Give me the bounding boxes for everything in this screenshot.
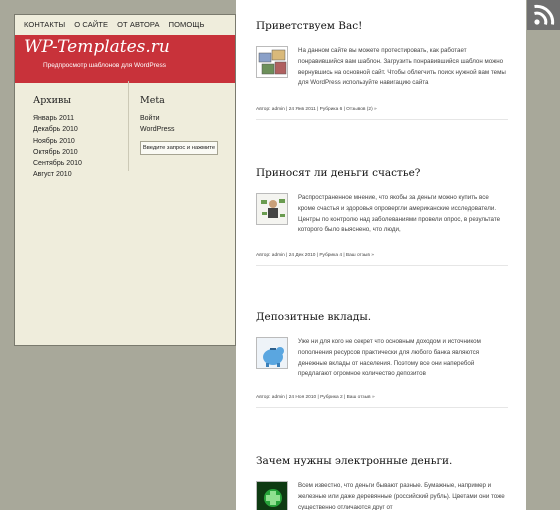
- post-thumbnail[interactable]: [256, 46, 288, 78]
- wordpress-link[interactable]: WordPress: [140, 126, 175, 134]
- post-thumbnail[interactable]: [256, 193, 288, 225]
- post-separator: [256, 119, 508, 120]
- post: [256, 20, 508, 112]
- post-excerpt: На данном сайте вы можете протестировать, как работает понравившийся вам шаблон. Загрузить понравившийся шаблон можно вернувшись на основной сайт. Чтобы облегчить поиск нужной вам темы для WordPress используйте навигацию сайта: [298, 47, 506, 87]
- post-meta: Автор: admin | 24 Ноя 2010 | Рубрика 2 | Ваш отзыв »: [256, 395, 375, 400]
- post-title[interactable]: Приветствуем Вас!: [256, 20, 363, 32]
- top-nav: [15, 15, 235, 34]
- archive-link[interactable]: Ноябрь 2010: [33, 137, 75, 145]
- post: [256, 455, 508, 510]
- post-thumbnail[interactable]: [256, 481, 288, 510]
- site-banner: [15, 35, 235, 83]
- post-separator: [256, 265, 508, 266]
- archive-link[interactable]: Сентябрь 2010: [33, 160, 82, 168]
- rss-button[interactable]: [527, 0, 560, 30]
- nav-item-from-author[interactable]: ОТ АВТОРА: [117, 20, 160, 29]
- post-thumbnail[interactable]: [256, 337, 288, 369]
- site-title[interactable]: WP-Templates.ru: [24, 37, 170, 57]
- post-title[interactable]: Приносят ли деньги счастье?: [256, 167, 421, 179]
- rss-icon: [527, 15, 560, 34]
- post-separator: [256, 407, 508, 408]
- post-excerpt: Распространенное мнение, что якобы за деньги можно купить все кроме счастья и здоровья опровергли американские исследователи. Центры по контролю над заболеваниями провели опрос, в результате которого было выяснено, что люди,: [298, 194, 501, 234]
- archive-link[interactable]: Октябрь 2010: [33, 148, 78, 156]
- meta-title: Meta: [140, 95, 165, 106]
- post: [256, 311, 508, 400]
- sidebar-divider: [128, 81, 129, 171]
- archives-title: Архивы: [33, 95, 71, 106]
- archive-link[interactable]: Август 2010: [33, 171, 72, 179]
- nav-item-contacts[interactable]: КОНТАКТЫ: [24, 20, 66, 29]
- archives-widget: [33, 95, 82, 181]
- search-button[interactable]: Введите запрос и нажмите: [140, 141, 218, 155]
- post-meta: Автор: admin | 24 Янв 2011 | Рубрика 6 | Отзывов (2) »: [256, 107, 377, 112]
- archive-link[interactable]: Январь 2011: [33, 115, 74, 122]
- post-title[interactable]: Депозитные вклады.: [256, 311, 372, 323]
- post-meta: Автор: admin | 24 Дек 2010 | Рубрика 4 | Ваш отзыв »: [256, 253, 374, 258]
- main-content: [236, 0, 526, 510]
- post-excerpt: Всем известно, что деньги бывают разные. Бумажные, например и железные или даже деревянные (российский рубль). Цветами они тоже существенно отличаются друг от: [298, 482, 505, 510]
- nav-item-about-site[interactable]: О САЙТЕ: [74, 20, 109, 29]
- post: [256, 167, 508, 258]
- archive-link[interactable]: Декабрь 2010: [33, 126, 78, 134]
- meta-widget: [140, 95, 218, 155]
- site-subtitle: Предпросмотр шаблонов для WordPress: [43, 62, 167, 69]
- login-link[interactable]: Войти: [140, 115, 160, 122]
- sidebar-panel: [14, 14, 236, 346]
- post-title[interactable]: Зачем нужны электронные деньги.: [256, 455, 453, 467]
- post-excerpt: Уже ни для кого не секрет что основным доходом и источником пополнения ресурсов практически для любого банка являются денежные вклады от населения. Поэтому все они наперебой предлагают огромное количество депозитов: [298, 338, 481, 378]
- nav-item-help[interactable]: ПОМОЩЬ: [168, 20, 205, 29]
